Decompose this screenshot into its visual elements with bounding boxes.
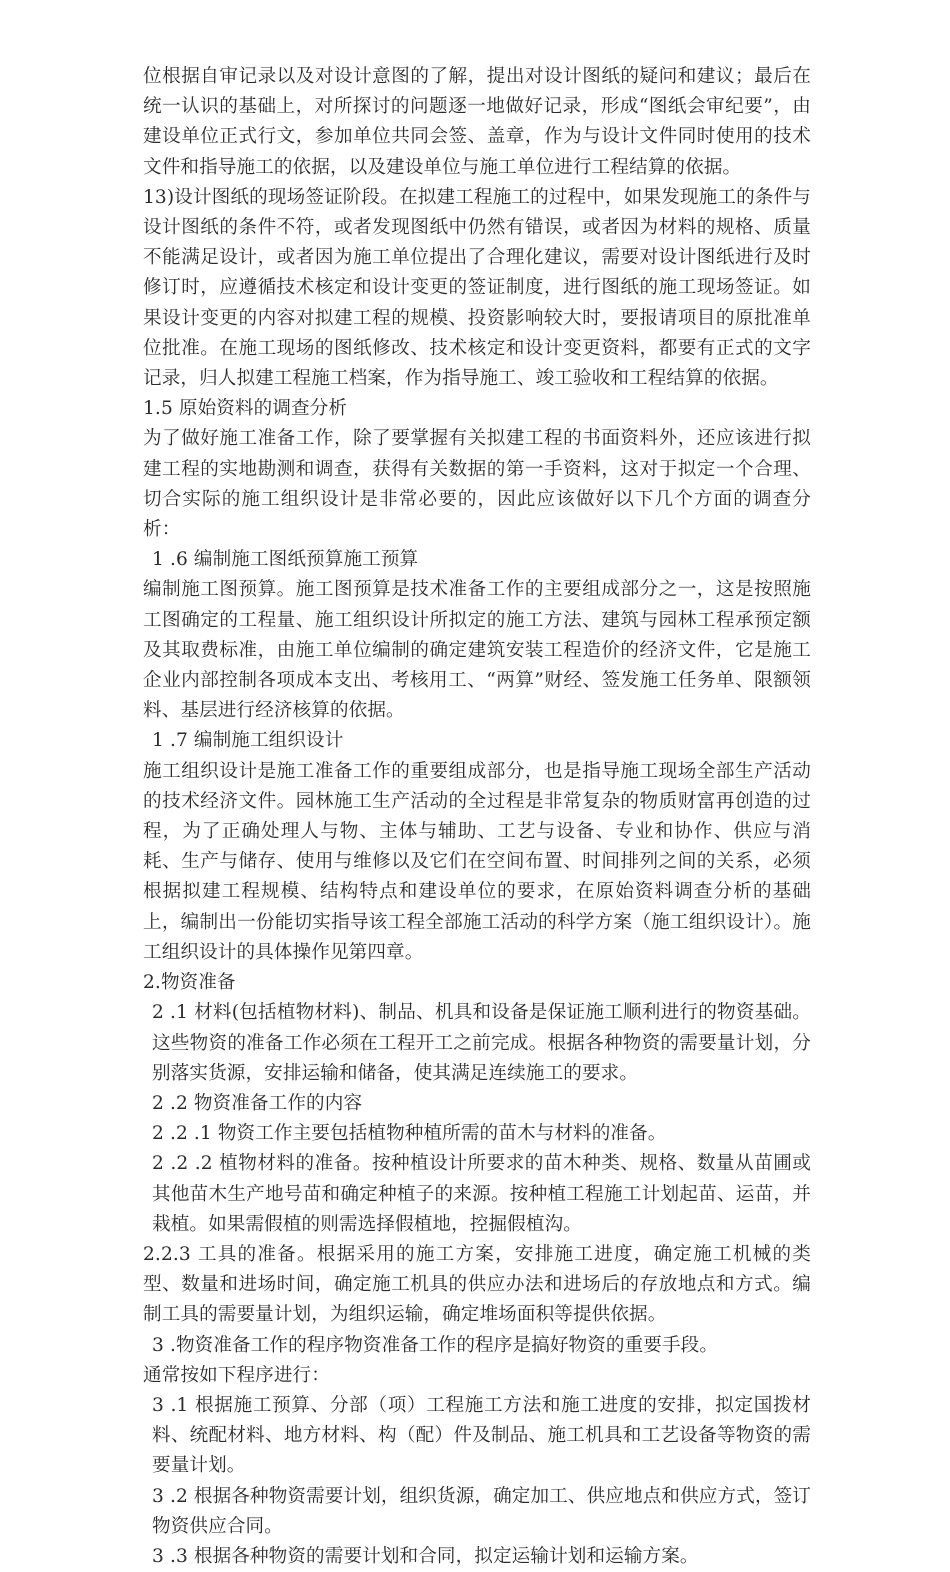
- document-text-column: [143, 62, 811, 1572]
- paragraph-2-2-2-plant-material-prep: 2 .2 .2 植物材料的准备。按种植设计所要求的苗木种类、规格、数量从苗圃或其他苗木生产地号苗和确定种植子的来源。按种植工程施工计划起苗、运苗，并栽植。如果需假植的则需选择假植地，控掘假植沟。: [152, 1153, 811, 1235]
- paragraph-item-13-site-signoff: 13)设计图纸的现场签证阶段。在拟建工程施工的过程中，如果发现施工的条件与设计图纸的条件不符，或者发现图纸中仍然有错误，或者因为材料的规格、质量不能满足设计，或者因为施工单位提出了合理化建议，需要对设计图纸进行及时修订时，应遵循技术核定和设计变更的签证制度，进行图纸的施工现场签证。如果设计变更的内容对拟建工程的规模、投资影响较大时，要报请项目的原批准单位批准。在施工现场的图纸修改、技术核定和设计变更资料，都要有正式的文字记录，归人拟建工程施工档案，作为指导施工、竣工验收和工程结算的依据。: [143, 186, 811, 390]
- heading-2-material-preparation: 2.物资准备: [143, 972, 236, 994]
- paragraph-3-1-requirement-plan: 3 .1 根据施工预算、分部（项）工程施工方法和施工进度的安排，拟定国拨材料、统配材料、地方材料、构（配）件及制品、施工机具和工艺设备等物资的需要量计划。: [152, 1394, 811, 1477]
- heading-2-2-material-prep-content: 2 .2 物资准备工作的内容: [152, 1092, 363, 1114]
- paragraph-2-1-materials: 2 .1 材料(包括植物材料)、制品、机具和设备是保证施工顺利进行的物资基础。这些物资的准备工作必须在工程开工之前完成。根据各种物资的需要量计划，分别落实货源，安排运输和储备，使其满足连续施工的要求。: [152, 1002, 811, 1084]
- heading-1-7-construction-organization-design: 1 .7 编制施工组织设计: [152, 730, 344, 752]
- paragraph-2-2-3-tool-prep: 2.2.3 工具的准备。根据采用的施工方案，安排施工进度，确定施工机械的类型、数量和进场时间，确定施工机具的供应办法和进场后的存放地点和方式。编制工具的需要量计划，为组织运输，确定堆场面积等提供依据。: [143, 1243, 811, 1326]
- paragraph-intro-drawing-review: 位根据自审记录以及对设计意图的了解，提出对设计图纸的疑问和建议；最后在统一认识的基础上，对所探讨的问题逐一地做好记录，形成“图纸会审纪要”，由建设单位正式行文，参加单位共同会签、盖章，作为与设计文件同时使用的技术文件和指导施工的依据，以及建设单位与施工单位进行工程结算的依据。: [143, 66, 811, 178]
- heading-3-material-prep-procedure: 3 .物资准备工作的程序物资准备工作的程序是搞好物资的重要手段。: [152, 1334, 719, 1356]
- heading-2-2-1-seedling-material: 2 .2 .1 物资工作主要包括植物种植所需的苗木与材料的准备。: [152, 1123, 667, 1145]
- paragraph-budget-description: 编制施工图预算。施工图预算是技术准备工作的主要组成部分之一，这是按照施工图确定的工程量、施工组织设计所拟定的施工方法、建筑与园林工程承预定额及其取费标准，由施工单位编制的确定建筑安装工程造价的经济文件，它是施工企业内部控制各项成本支出、考核用工、“两算”财经、签发施工任务单、限额领料、基层进行经济核算的依据。: [143, 579, 811, 722]
- paragraph-3-2-supply-contract: 3 .2 根据各种物资需要计划，组织货源，确定加工、供应地点和供应方式，签订物资供应合同。: [152, 1485, 811, 1537]
- heading-procedure-intro: 通常按如下程序进行：: [143, 1364, 330, 1386]
- heading-1-6-construction-drawing-budget: 1 .6 编制施工图纸预算施工预算: [152, 549, 419, 571]
- paragraph-organization-design-description: 施工组织设计是施工准备工作的重要组成部分，也是指导施工现场全部生产活动的技术经济文件。园林施工生产活动的全过程是非常复杂的物质财富再创造的过程，为了正确处理人与物、主体与辅助、工艺与设备、专业和协作、供应与消耗、生产与储存、使用与维修以及它们在空间布置、时间排列之间的关系，必须根据拟建工程规模、结构特点和建设单位的要求，在原始资料调查分析的基础上，编制出一份能切实指导该工程全部施工活动的科学方案（施工组织设计）。施工组织设计的具体操作见第四章。: [143, 760, 811, 963]
- heading-3-3-transport-plan: 3 .3 根据各种物资的需要计划和合同，拟定运输计划和运输方案。: [152, 1545, 699, 1567]
- heading-1-5-original-data-survey: 1.5 原始资料的调查分析: [143, 398, 348, 420]
- paragraph-survey-purpose: 为了做好施工准备工作，除了要掌握有关拟建工程的书面资料外，还应该进行拟建工程的实地勘测和调查，获得有关数据的第一手资料，这对于拟定一个合理、切合实际的施工组织设计是非常必要的，因此应该做好以下几个方面的调查分析：: [143, 428, 811, 541]
